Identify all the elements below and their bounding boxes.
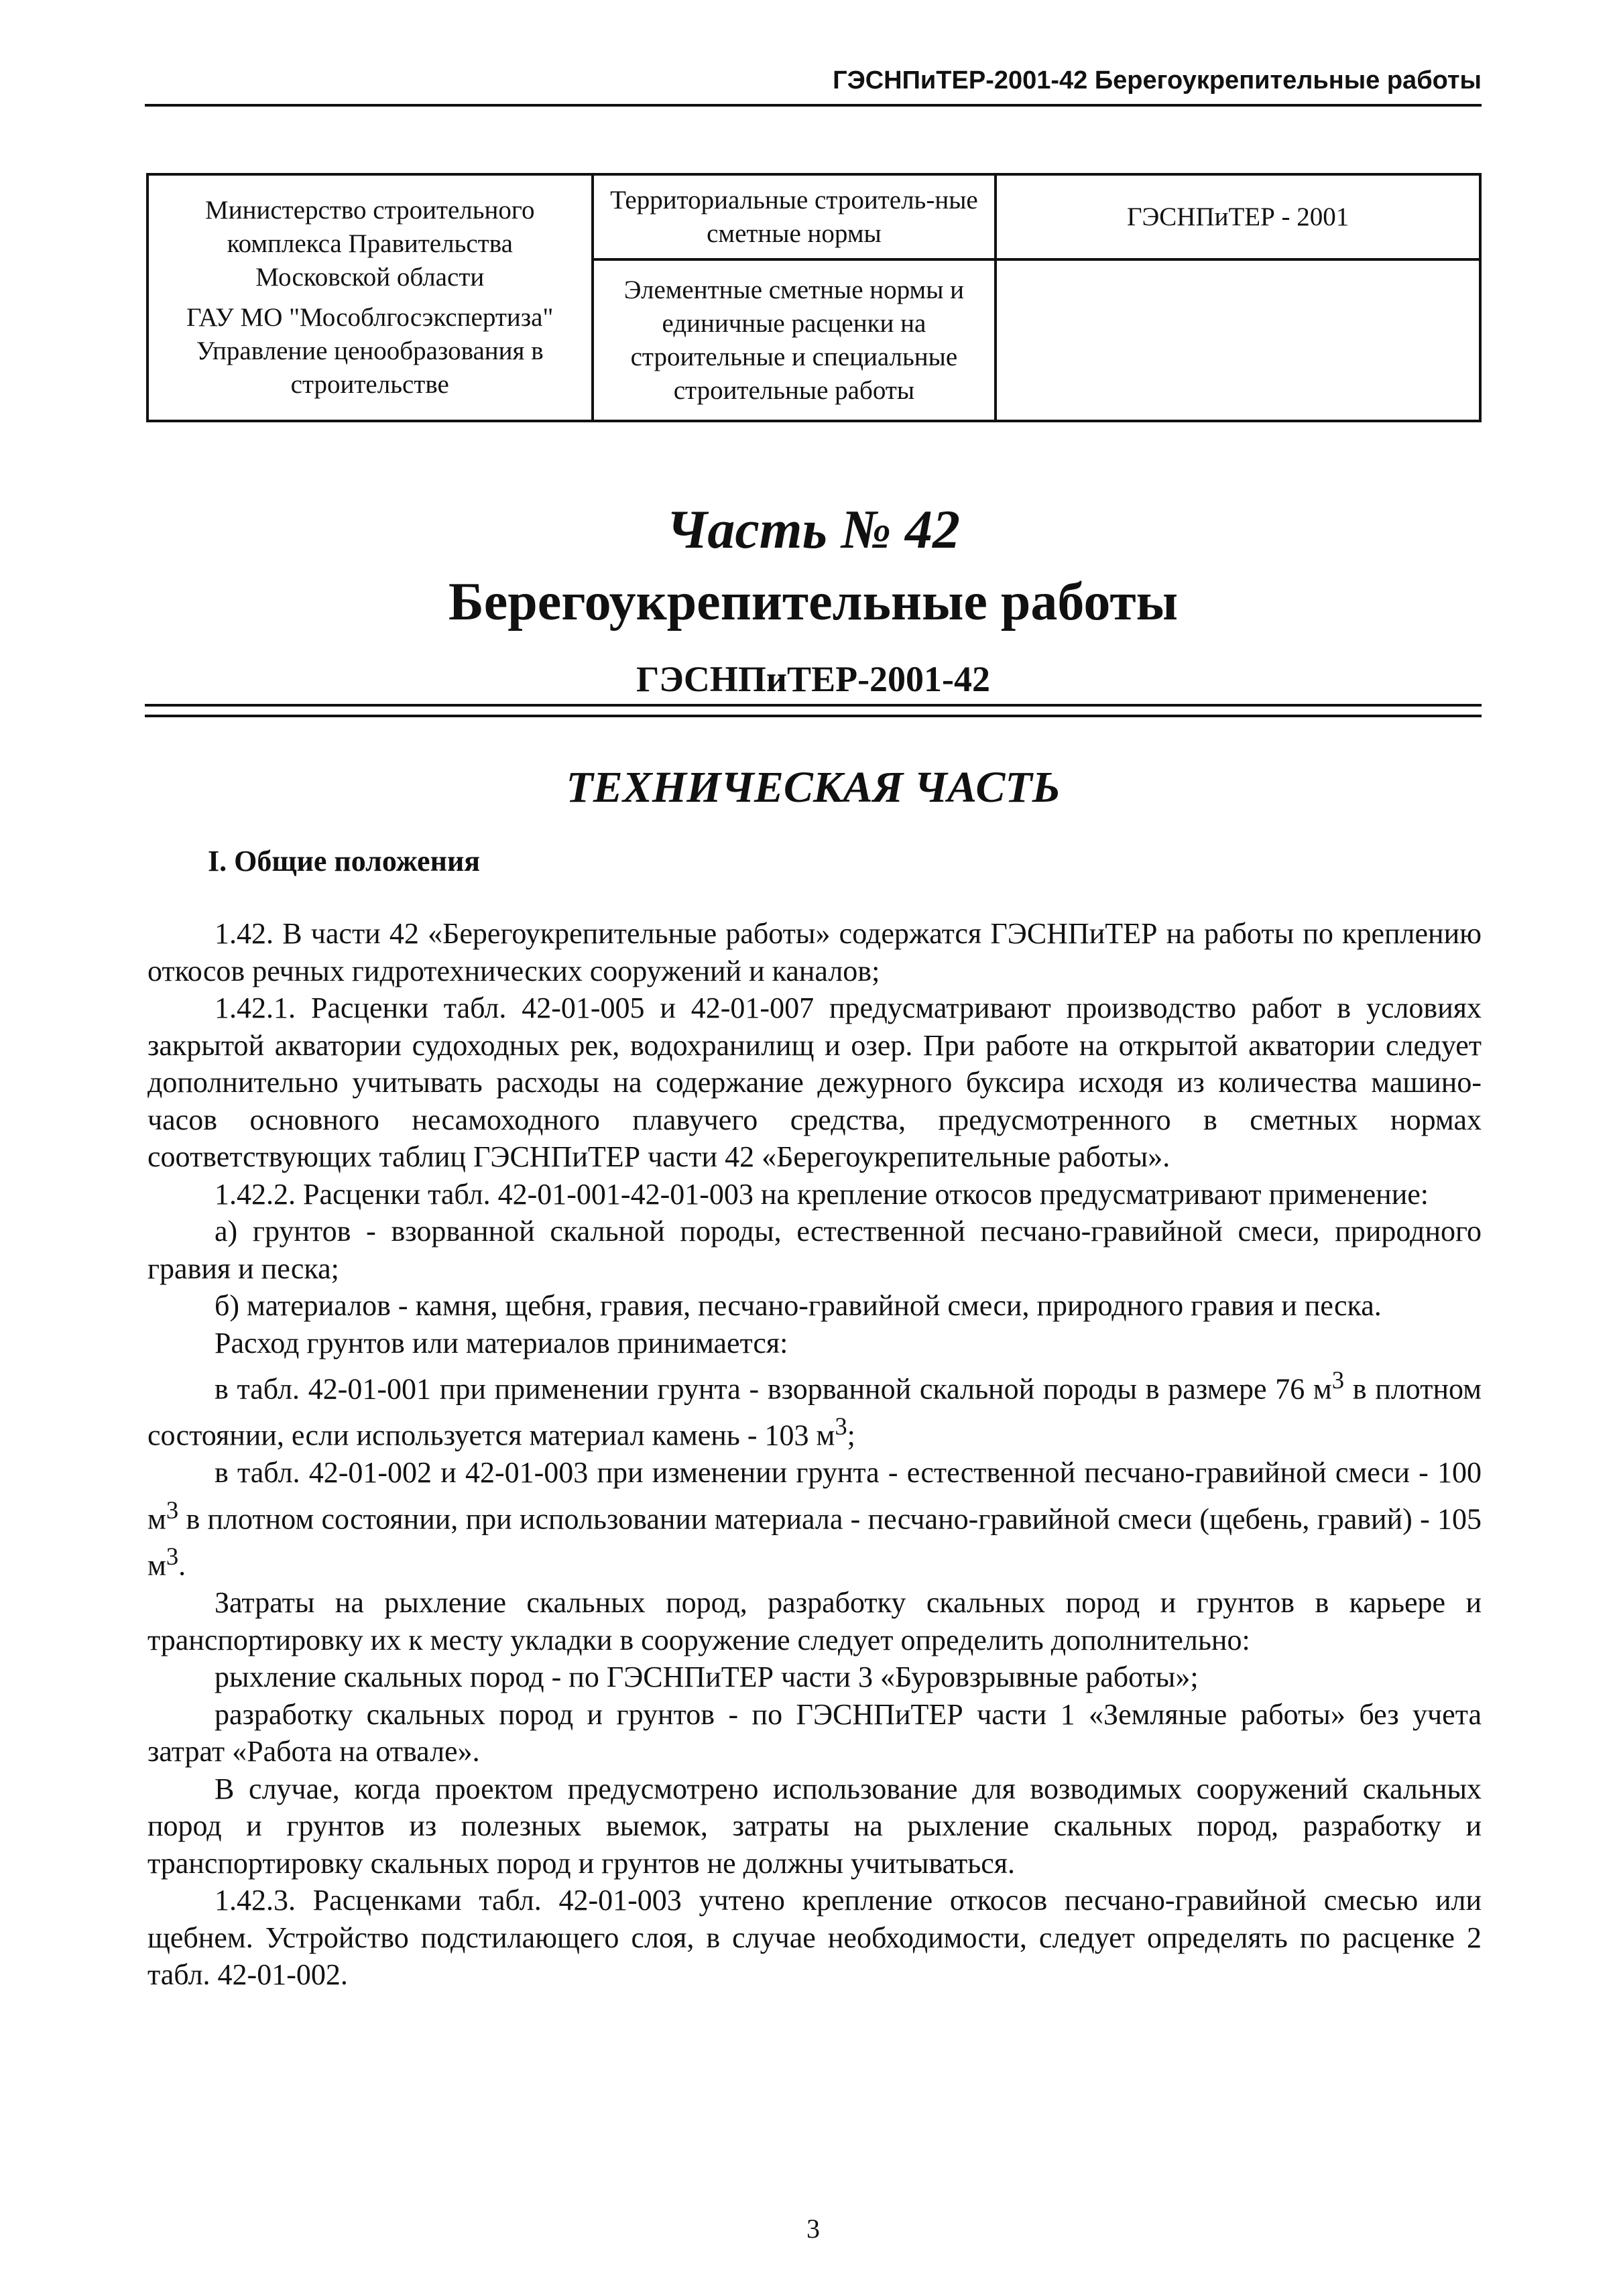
superscript: 3	[166, 1496, 179, 1524]
running-header: ГЭСНПиТЕР-2001-42 Берегоукрепительные работы	[833, 66, 1482, 95]
paragraph: Расход грунтов или материалов принимается:	[215, 1326, 788, 1360]
paragraph: разработку скальных пород и грунтов - по ГЭСНПиТЕР части 1 «Земляные работы» без учета затрат «Работа на отвале».	[147, 1697, 1482, 1768]
paragraph: В случае, когда проектом предусмотрено использование для возводимых сооружений скальных пород и грунтов из полезных выемок, затраты на рыхление скальных пород, разработку и транспортировку скальных пород и грунтов не должны учитываться.	[147, 1772, 1482, 1880]
part-code: ГЭСНПиТЕР-2001-42	[636, 659, 991, 699]
text-run: в табл. 42-01-001 при применении грунта - взорванной скальной породы в размере 76 м	[215, 1372, 1332, 1406]
tech-heading: ТЕХНИЧЕСКАЯ ЧАСТЬ	[566, 763, 1061, 812]
text-run: в плотном состоянии, при использовании материала - песчано-гравийной смеси (щебень, гравий) - 105 м	[147, 1502, 1482, 1582]
page-number: 3	[806, 2214, 820, 2244]
header-rule	[145, 104, 1482, 107]
text-run: ;	[847, 1418, 855, 1452]
organization-cell	[147, 174, 593, 421]
superscript: 3	[1331, 1366, 1345, 1394]
empty-cell	[996, 259, 1480, 421]
paragraph: 1.42.1. Расценки табл. 42-01-005 и 42-01-007 предусматривают производство работ в условиях закрытой акватории судоходных рек, водохранилищ и озер. При работе на открытой акватории следует дополнительно учитывать расходы на содержание дежурного буксира исходя из количества машино-часов основного несамоходного плавучего средства, предусмотренного в сметных нормах соответствующих таблиц ГЭСНПиТЕР части 42 «Берегоукрепительные работы».	[147, 991, 1482, 1173]
part-number: Часть № 42	[666, 499, 961, 560]
paragraph	[147, 1362, 1482, 1454]
doc-code-cell: ГЭСНПиТЕР - 2001	[996, 174, 1480, 259]
paragraph: а) грунтов - взорванной скальной породы, естественной песчано-гравийной смеси, природного гравия и песка;	[147, 1215, 1482, 1285]
section-heading: I. Общие положения	[208, 845, 481, 878]
paragraph: 1.42.2. Расценки табл. 42-01-001-42-01-003 на крепление откосов предусматривают применение:	[215, 1177, 1429, 1211]
paragraph	[147, 1454, 1482, 1584]
part-title: Берегоукрепительные работы	[448, 572, 1179, 631]
org-ministry: Министерство строительного комплекса Правительства Московской области	[205, 196, 535, 292]
text-run: в табл. 42-01-002 и 42-01-003 при изменении грунта - естественной песчано-гравийной смеси - 100 м	[147, 1456, 1482, 1536]
header-table	[146, 173, 1482, 422]
paragraph: рыхление скальных пород - по ГЭСНПиТЕР части 3 «Буровзрывные работы»;	[215, 1660, 1199, 1694]
paragraph: 1.42.3. Расценками табл. 42-01-003 учтено крепление откосов песчано-гравийной смесью или щебнем. Устройство подстилающего слоя, в случае необходимости, следует определять по расценке 2 табл. 42-01-002.	[147, 1884, 1482, 1992]
paragraph: 1.42. В части 42 «Берегоукрепительные работы» содержатся ГЭСНПиТЕР на работы по креплению откосов речных гидротехнических сооружений и каналов;	[147, 917, 1482, 987]
paragraph: б) материалов - камня, щебня, гравия, песчано-гравийной смеси, природного гравия и песка.	[215, 1289, 1382, 1322]
paragraph: Затраты на рыхление скальных пород, разработку скальных пород и грунтов в карьере и транспортировку их к месту укладки в сооружение следует определить дополнительно:	[147, 1586, 1482, 1656]
doc-type-cell: Территориальные строитель-ные сметные нормы	[593, 174, 996, 259]
title-double-rule	[145, 704, 1482, 717]
doc-subtitle-cell: Элементные сметные нормы и единичные расценки на строительные и специальные строительные работы	[593, 259, 996, 421]
text-run: в плотном состоянии, если используется материал камень - 103 м	[147, 1372, 1482, 1452]
superscript: 3	[166, 1542, 179, 1570]
org-expertise: ГАУ МО "Мособлгосэкспертиза" Управление ценообразования в строительстве	[186, 303, 554, 399]
body-text	[147, 915, 1482, 1994]
text-run: .	[178, 1549, 186, 1582]
superscript: 3	[835, 1412, 847, 1441]
